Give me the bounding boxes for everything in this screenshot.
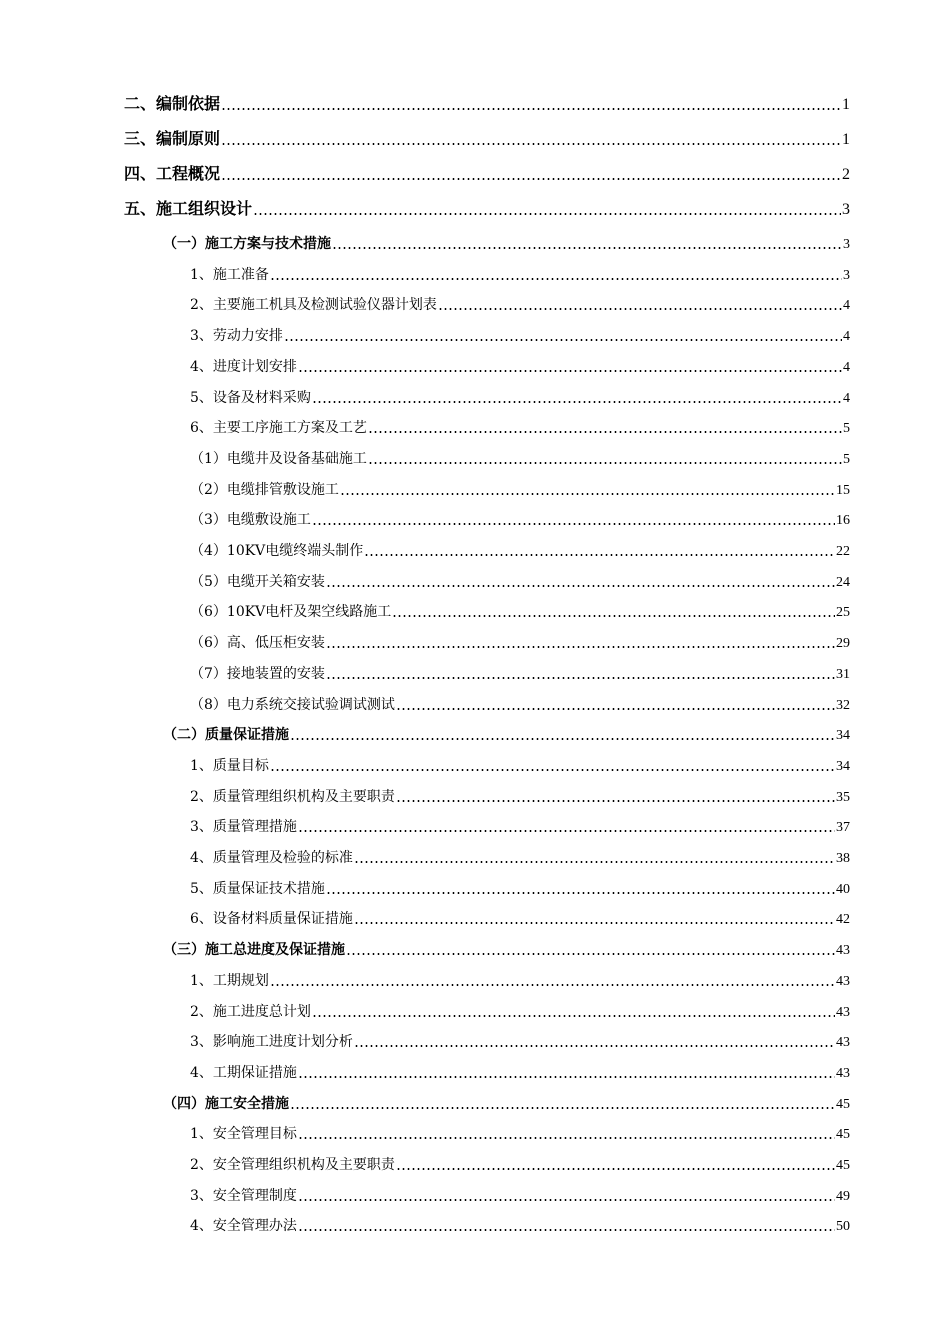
dot-leader xyxy=(368,462,842,464)
toc-entry-title: 三、编制原则 xyxy=(124,129,221,148)
toc-entry-page-number: 34 xyxy=(836,758,850,774)
toc-entry-page-number: 38 xyxy=(836,851,850,866)
toc-entry-page-number: 43 xyxy=(836,1004,850,1020)
toc-entry-title: 二、编制依据 xyxy=(124,94,221,113)
toc-entry-page-number: 5 xyxy=(843,451,850,467)
toc-entry[interactable] xyxy=(190,475,850,499)
dot-leader xyxy=(392,615,835,617)
toc-entry-title: 3、劳动力安排 xyxy=(190,328,283,345)
dot-leader xyxy=(396,800,835,802)
toc-entry-page-number: 5 xyxy=(843,421,850,437)
toc-entry-page-number: 43 xyxy=(836,943,850,959)
dot-leader xyxy=(298,1076,835,1078)
toc-entry[interactable] xyxy=(190,505,850,529)
dot-leader xyxy=(354,922,835,924)
dot-leader xyxy=(298,1137,835,1139)
toc-entry-title: 五、施工组织设计 xyxy=(124,199,253,218)
toc-entry-title: （2）电缆排管敷设施工 xyxy=(190,481,339,498)
dot-leader xyxy=(354,861,835,863)
toc-entry[interactable] xyxy=(190,1027,850,1051)
toc-entry-title: （6）高、低压柜安装 xyxy=(190,635,325,652)
toc-entry-page-number: 16 xyxy=(836,513,850,529)
dot-leader xyxy=(346,953,835,955)
toc-entry-page-number: 3 xyxy=(843,237,850,252)
toc-entry-title: （4）10KV电缆终端头制作 xyxy=(190,543,364,559)
toc-entry-page-number: 50 xyxy=(836,1219,850,1235)
toc-entry-title: 5、质量保证技术措施 xyxy=(190,880,325,897)
toc-entry-page-number: 32 xyxy=(836,697,850,713)
toc-entry[interactable] xyxy=(124,90,850,114)
toc-entry-title: 2、施工进度总计划 xyxy=(190,1003,311,1020)
toc-entry[interactable] xyxy=(190,1181,850,1205)
toc-entry-page-number: 45 xyxy=(836,1158,850,1173)
toc-entry-title: （8）电力系统交接试验调试测试 xyxy=(190,696,395,713)
dot-leader xyxy=(270,984,835,986)
dot-leader xyxy=(326,646,835,648)
toc-entry[interactable] xyxy=(190,321,850,345)
toc-entry-title: 3、质量管理措施 xyxy=(190,819,297,836)
toc-entry[interactable] xyxy=(163,1089,850,1113)
toc-entry-page-number: 29 xyxy=(836,636,850,652)
toc-entry[interactable] xyxy=(190,597,850,621)
toc-entry[interactable] xyxy=(124,160,850,184)
toc-entry-page-number: 31 xyxy=(836,666,850,682)
toc-entry[interactable] xyxy=(190,260,850,284)
toc-entry-page-number: 1 xyxy=(842,131,850,148)
dot-leader xyxy=(284,339,842,341)
toc-entry-title: （四）施工安全措施 xyxy=(163,1095,289,1112)
toc-entry-title: 2、安全管理组织机构及主要职责 xyxy=(190,1157,395,1173)
toc-entry-page-number: 4 xyxy=(843,359,850,375)
dot-leader xyxy=(396,708,835,710)
toc-entry[interactable] xyxy=(190,659,850,683)
toc-entry-title: （二）质量保证措施 xyxy=(163,727,289,744)
toc-entry[interactable] xyxy=(124,195,850,219)
dot-leader xyxy=(221,143,841,145)
toc-entry-title: （5）电缆开关箱安装 xyxy=(190,573,325,590)
toc-entry-title: 1、安全管理目标 xyxy=(190,1126,297,1143)
toc-entry-page-number: 3 xyxy=(843,267,850,283)
toc-entry-page-number: 43 xyxy=(836,1065,850,1081)
dot-leader xyxy=(396,1168,835,1170)
toc-entry[interactable] xyxy=(190,782,850,806)
toc-entry[interactable] xyxy=(190,383,850,407)
toc-entry-title: 6、设备材料质量保证措施 xyxy=(190,911,353,928)
toc-entry[interactable] xyxy=(190,413,850,437)
toc-entry[interactable] xyxy=(190,1058,850,1082)
toc-entry-page-number: 45 xyxy=(836,1096,850,1112)
dot-leader xyxy=(312,401,842,403)
toc-entry-title: 4、工期保证措施 xyxy=(190,1064,297,1081)
dot-leader xyxy=(354,1045,835,1047)
toc-entry-page-number: 4 xyxy=(843,390,850,406)
toc-entry-page-number: 1 xyxy=(842,96,850,113)
toc-entry-page-number: 25 xyxy=(836,605,850,621)
toc-entry-title: （1）电缆井及设备基础施工 xyxy=(190,450,367,467)
toc-entry[interactable] xyxy=(124,125,850,149)
toc-entry-title: 4、安全管理办法 xyxy=(190,1218,297,1235)
toc-entry-title: （3）电缆敷设施工 xyxy=(190,512,311,529)
dot-leader xyxy=(298,1229,835,1231)
dot-leader xyxy=(326,892,835,894)
dot-leader xyxy=(298,1199,835,1201)
dot-leader xyxy=(326,585,835,587)
dot-leader xyxy=(290,738,835,740)
toc-entry[interactable] xyxy=(190,874,850,898)
toc-entry[interactable] xyxy=(190,843,850,867)
dot-leader xyxy=(312,1015,835,1017)
dot-leader xyxy=(290,1107,835,1109)
toc-entry-page-number: 37 xyxy=(836,820,850,836)
dot-leader xyxy=(221,178,841,180)
toc-entry-page-number: 4 xyxy=(843,298,850,314)
toc-entry[interactable] xyxy=(190,690,850,714)
toc-entry[interactable] xyxy=(163,935,850,959)
toc-entry[interactable] xyxy=(190,812,850,836)
dot-leader xyxy=(221,108,841,110)
toc-entry[interactable] xyxy=(190,1211,850,1235)
toc-entry-title: 4、进度计划安排 xyxy=(190,358,297,375)
toc-entry-page-number: 42 xyxy=(836,912,850,928)
toc-entry-title: 2、主要施工机具及检测试验仪器计划表 xyxy=(190,297,437,314)
toc-entry-page-number: 15 xyxy=(836,482,850,498)
toc-entry-title: 1、施工准备 xyxy=(190,266,269,283)
dot-leader xyxy=(326,677,835,679)
toc-entry-page-number: 3 xyxy=(842,201,850,218)
toc-entry[interactable] xyxy=(190,997,850,1021)
dot-leader xyxy=(253,213,841,215)
toc-entry-page-number: 2 xyxy=(842,166,850,183)
dot-leader xyxy=(312,523,835,525)
toc-entry[interactable] xyxy=(190,966,850,990)
toc-entry-title: 4、质量管理及检验的标准 xyxy=(190,850,353,866)
toc-entry-title: 1、质量目标 xyxy=(190,757,269,774)
toc-entry[interactable] xyxy=(190,444,850,468)
toc-entry-page-number: 43 xyxy=(836,1035,850,1051)
toc-entry-page-number: 40 xyxy=(836,881,850,897)
dot-leader xyxy=(298,830,835,832)
toc-entry-title: 5、设备及材料采购 xyxy=(190,389,311,406)
toc-entry-page-number: 22 xyxy=(836,544,850,559)
toc-entry-title: （三）施工总进度及保证措施 xyxy=(163,942,345,959)
toc-entry-title: （6）10KV电杆及架空线路施工 xyxy=(190,604,392,621)
dot-leader xyxy=(364,554,835,556)
toc-entry-title: 1、工期规划 xyxy=(190,972,269,989)
toc-entry[interactable] xyxy=(190,1119,850,1143)
dot-leader xyxy=(438,308,842,310)
toc-entry[interactable] xyxy=(190,904,850,928)
dot-leader xyxy=(270,278,842,280)
toc-entry-page-number: 49 xyxy=(836,1188,850,1204)
toc-entry-page-number: 45 xyxy=(836,1127,850,1143)
toc-entry[interactable] xyxy=(190,352,850,376)
toc-entry[interactable] xyxy=(163,229,850,253)
toc-entry[interactable] xyxy=(163,720,850,744)
toc-entry[interactable] xyxy=(190,1150,850,1174)
toc-entry-title: （7）接地装置的安装 xyxy=(190,665,325,682)
toc-entry[interactable] xyxy=(190,290,850,314)
toc-entry-title: 四、工程概况 xyxy=(124,164,221,183)
toc-entry-page-number: 4 xyxy=(843,329,850,345)
toc-entry-page-number: 35 xyxy=(836,789,850,805)
toc-entry-page-number: 43 xyxy=(836,973,850,989)
toc-entry-title: 6、主要工序施工方案及工艺 xyxy=(190,420,367,437)
dot-leader xyxy=(270,769,835,771)
toc-entry[interactable] xyxy=(190,751,850,775)
dot-leader xyxy=(332,247,842,249)
dot-leader xyxy=(298,370,842,372)
toc-entry-title: （一）施工方案与技术措施 xyxy=(163,236,331,252)
toc-entry[interactable] xyxy=(190,628,850,652)
toc-entry[interactable] xyxy=(190,536,850,560)
toc-entry[interactable] xyxy=(190,567,850,591)
dot-leader xyxy=(368,431,842,433)
toc-entry-page-number: 34 xyxy=(836,728,850,744)
toc-entry-title: 3、影响施工进度计划分析 xyxy=(190,1034,353,1051)
toc-entry-page-number: 24 xyxy=(836,574,850,590)
toc-entry-title: 3、安全管理制度 xyxy=(190,1187,297,1204)
toc-entry-title: 2、质量管理组织机构及主要职责 xyxy=(190,788,395,805)
dot-leader xyxy=(340,493,835,495)
